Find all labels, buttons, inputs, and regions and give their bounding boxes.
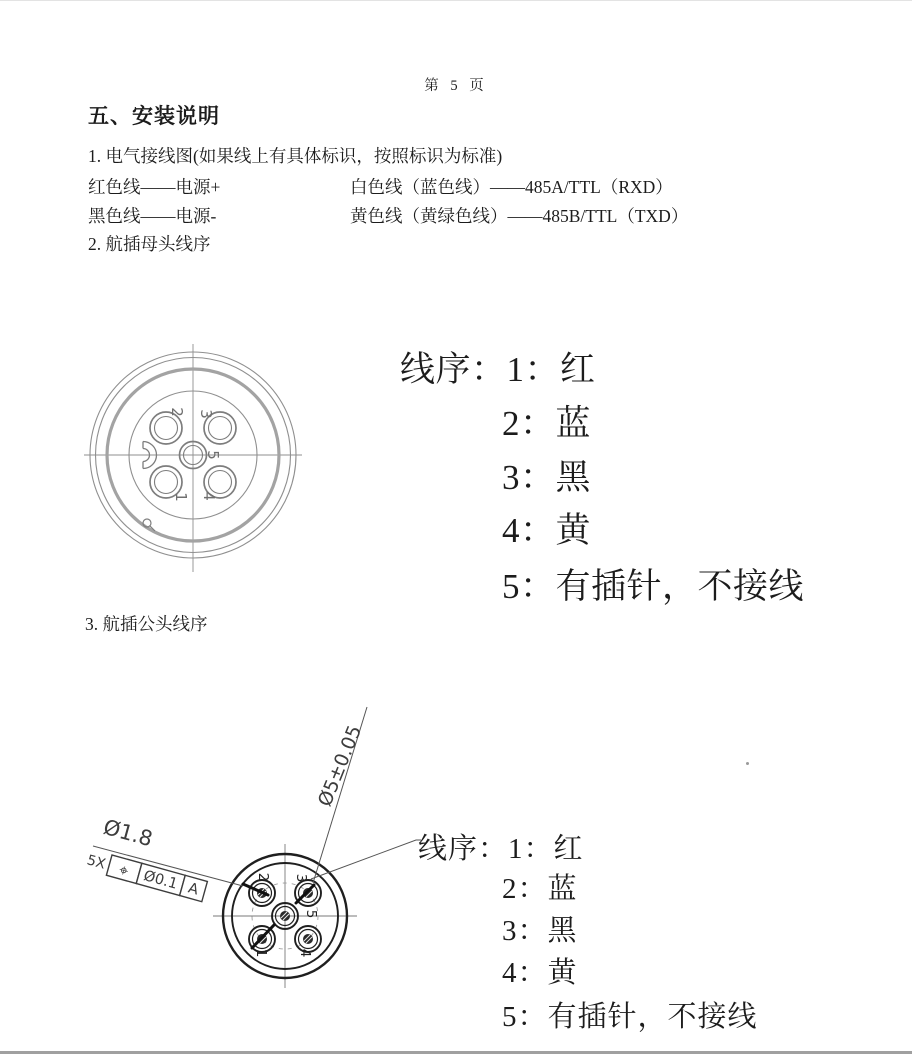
pin-num: 4： [502,957,548,989]
pin-label: 5 [204,450,222,460]
pin-num: 1： [506,350,561,389]
female-wire-order-line-5 [502,559,804,609]
feature-control-frame [85,849,208,902]
tolerance-value: Ø0.1 [141,868,180,893]
wiring-row1-right: 白色线（蓝色线）——485A/TTL（RXD） [350,177,673,197]
pin-label: 5 [303,909,319,919]
pin-num: 2： [502,873,548,905]
pin-label: 4 [200,491,218,501]
pin-color: 黑 [547,915,578,947]
pin-label: 3 [293,873,309,883]
pin-num: 4： [502,511,556,550]
wiring-row1-left: 红色线——电源+ [88,177,221,197]
wire-order-label: 线序： [418,833,509,865]
pin-color: 有插针，不接线 [547,1001,758,1033]
wire-order-label: 线序： [400,350,507,389]
male-wire-order-line-1 [418,826,584,867]
pin-num: 1： [508,833,554,865]
pin-color: 蓝 [547,873,578,905]
female-wire-order-line-2 [502,396,591,446]
wiring-row2-left: 黑色线——电源- [88,206,217,226]
pin-color: 有插针，不接线 [555,567,805,606]
female-wire-order-line-3 [502,450,591,500]
pin-diameter-dimension: Ø1.8 [100,814,156,852]
pin-num: 2： [502,404,556,443]
wiring-row2-right: 黄色线（黄绿色线）——485B/TTL（TXD） [350,206,689,226]
male-wire-order-line-3 [502,908,578,949]
position-tolerance-icon: ⌖ [116,859,131,881]
wiring-heading: 1. 电气接线图(如果线上有具体标识，按照标识为标准) [88,146,503,166]
page-top-edge [0,0,912,1]
pin-num: 5： [502,567,556,606]
pin-num: 3： [502,458,556,497]
center-crosshair [84,344,302,572]
female-wire-order-line-4 [502,503,591,553]
pin-label: 1 [253,948,269,958]
pitch-diameter-dimension: Ø5±0.05 [313,722,367,810]
female-section-heading: 2. 航插母头线序 [88,234,211,254]
pin-color: 黄 [547,957,578,989]
datum-reference: A [186,880,201,899]
section-title: 五、安装说明 [88,104,220,128]
pin-color: 红 [560,350,596,389]
pin-label: 2 [255,872,271,882]
pin-label: 1 [172,492,190,502]
male-section-heading: 3. 航插公头线序 [85,614,208,634]
male-wire-order-line-2 [502,866,578,907]
page-bottom-edge [0,1051,912,1054]
scan-speck [746,762,749,765]
male-wire-order-line-4 [502,950,578,991]
pin-color: 蓝 [555,404,592,443]
page-number: 第 5 页 [424,78,488,94]
pin-num: 5： [502,1001,548,1033]
pin-color: 黑 [555,458,592,497]
pin-color: 红 [553,833,584,865]
quantity-label: 5X [85,852,108,873]
pin-color: 黄 [555,511,592,550]
female-connector-drawing [60,325,330,585]
female-wire-order-line-1 [400,342,596,392]
pin-label: 4 [297,948,313,958]
pin-label: 2 [168,407,186,417]
male-connector-drawing [70,695,440,1000]
male-wire-order-line-5 [502,994,758,1035]
pin-num: 3： [502,915,548,947]
pin-label: 3 [197,409,215,419]
